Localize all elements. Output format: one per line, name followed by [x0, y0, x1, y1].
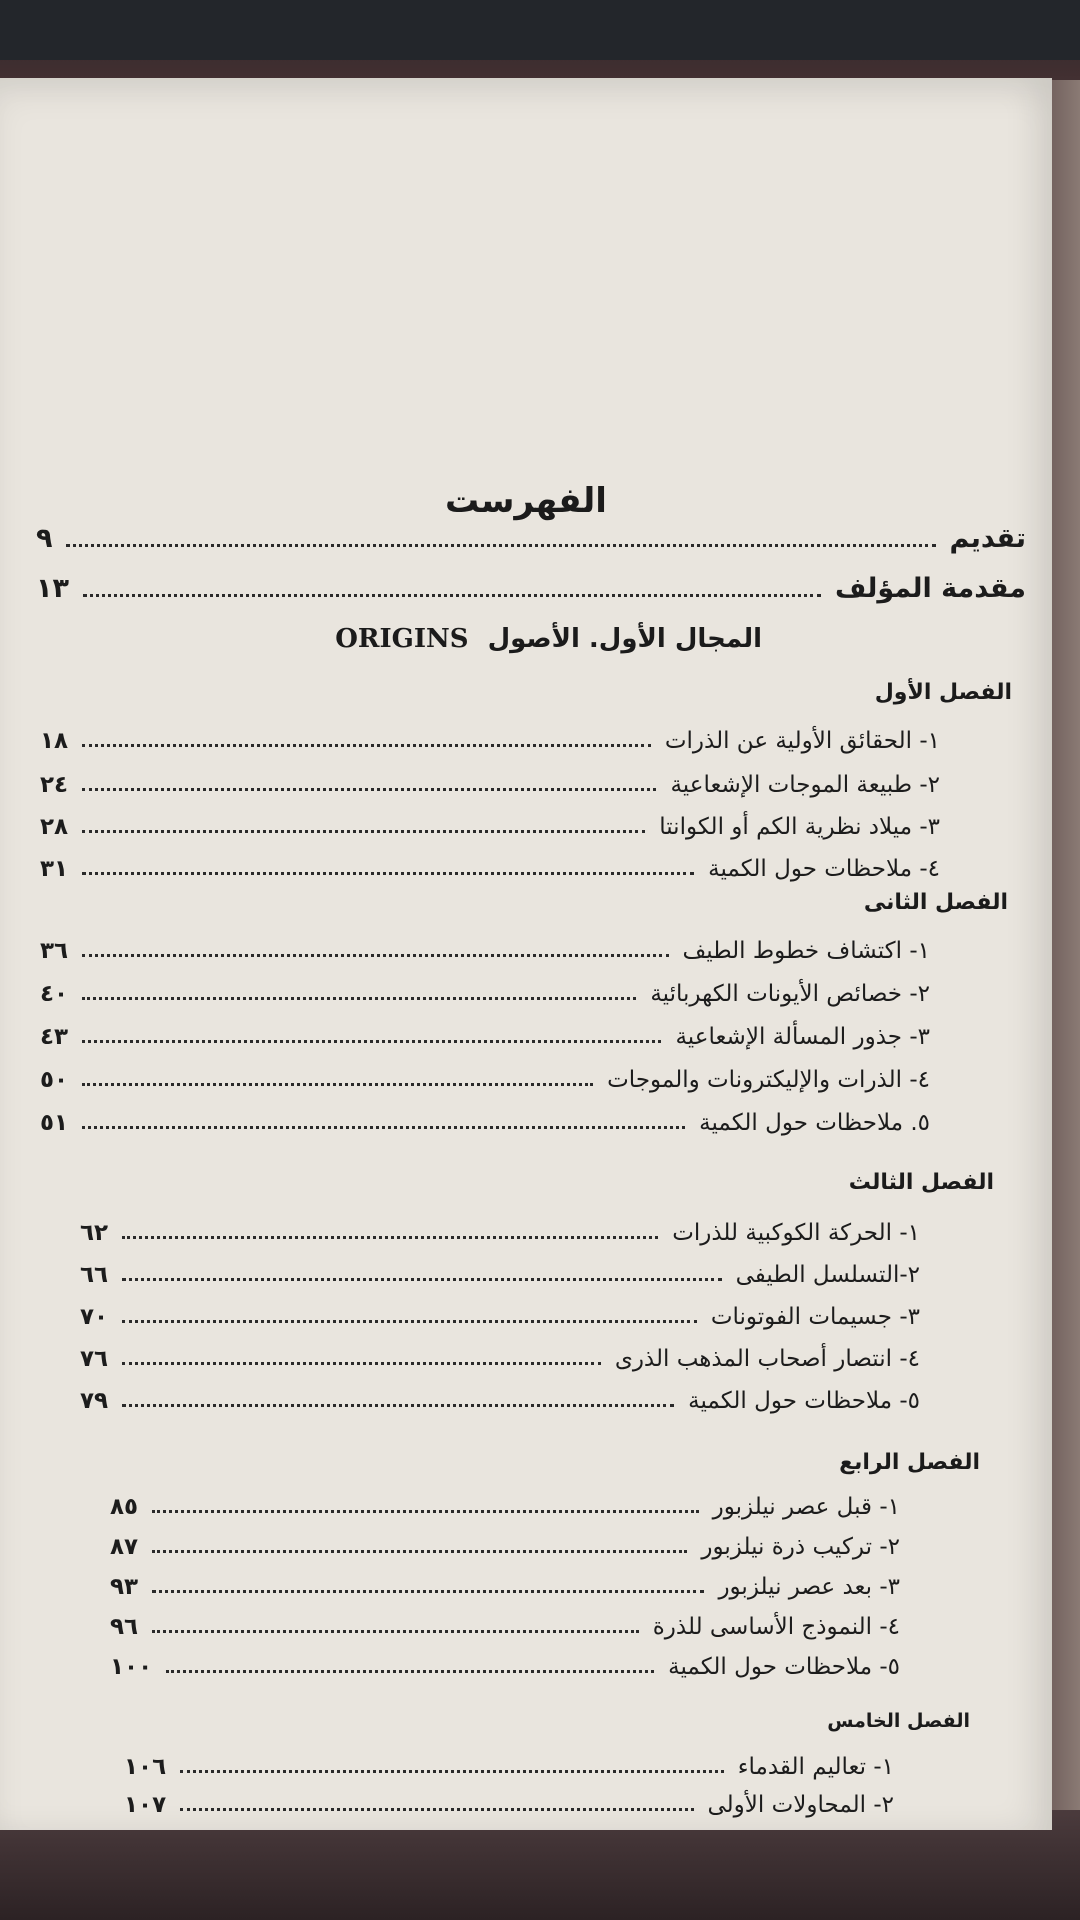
- leader-dots: [152, 1629, 639, 1633]
- toc-entry-page: ١٠٧: [124, 1792, 167, 1818]
- toc-row: [80, 1212, 920, 1246]
- page-title: الفهرست: [445, 481, 607, 521]
- leader-dots: [82, 953, 668, 957]
- toc-entry-label: ٥- ملاحظات حول الكمية: [688, 1388, 920, 1414]
- toc-row: [124, 1788, 894, 1818]
- section-heading-latin: ORIGINS: [335, 624, 469, 654]
- leader-dots: [122, 1235, 658, 1239]
- leader-dots: [152, 1509, 699, 1513]
- toc-entry-label: ١- اكتشاف خطوط الطيف: [682, 938, 930, 964]
- toc-entry-page: ١٨: [40, 728, 69, 754]
- toc-entry-page: ٥٠: [40, 1067, 69, 1093]
- toc-entry-page: ٩٣: [110, 1574, 139, 1600]
- toc-row-intro: [36, 514, 1026, 554]
- toc-entry-label: ١- الحقائق الأولية عن الذرات: [664, 728, 940, 754]
- leader-dots: [122, 1277, 722, 1281]
- toc-row: [40, 930, 930, 964]
- toc-row: [110, 1528, 900, 1560]
- toc-entry-page: ٣١: [40, 856, 69, 882]
- toc-entry-label: ٢- المحاولات الأولى: [707, 1792, 894, 1818]
- toc-row: [40, 720, 940, 754]
- toc-entry-page: ٥١: [40, 1110, 69, 1136]
- toc-entry-label: ١- تعاليم القدماء: [737, 1754, 894, 1780]
- toc-entry-label: ٣- جسيمات الفوتونات: [710, 1304, 920, 1330]
- toc-entry-label: ٣- ميلاد نظرية الكم أو الكوانتا: [659, 814, 940, 840]
- toc-entry-label: ٢- طبيعة الموجات الإشعاعية: [670, 772, 940, 798]
- leader-dots: [82, 996, 636, 1000]
- toc-entry-page: ٨٧: [110, 1534, 139, 1560]
- toc-entry-page: ١٣: [36, 573, 69, 604]
- toc-row: [40, 848, 940, 882]
- toc-entry-label: ٤- الذرات والإليكترونات والموجات: [607, 1067, 930, 1093]
- toc-entry-page: ٦٢: [80, 1220, 109, 1246]
- toc-entry-page: ١٠٠: [110, 1654, 153, 1680]
- leader-dots: [122, 1403, 674, 1407]
- toc-entry-page: ٩٦: [110, 1614, 139, 1640]
- chapter-heading: الفصل الثالث: [848, 1170, 994, 1195]
- toc-row-author-preface: [36, 564, 1026, 604]
- toc-entry-page: ٢٤: [40, 772, 69, 798]
- toc-row: [40, 806, 940, 840]
- toc-entry-label: ٢-التسلسل الطيفى: [735, 1262, 920, 1288]
- leader-dots: [82, 787, 656, 791]
- toc-entry-label: مقدمة المؤلف: [835, 573, 1026, 604]
- toc-entry-label: ٤- النموذج الأساسى للذرة: [652, 1614, 900, 1640]
- leader-dots: [180, 1807, 693, 1811]
- chapter-heading: الفصل الرابع: [839, 1450, 980, 1475]
- leader-dots: [152, 1589, 704, 1593]
- leader-dots: [82, 1082, 593, 1086]
- toc-entry-page: ٧٠: [80, 1304, 109, 1330]
- toc-row: [40, 1016, 930, 1050]
- toc-entry-label: ٣- جذور المسألة الإشعاعية: [675, 1024, 930, 1050]
- section-heading-arabic: المجال الأول. الأصول: [487, 624, 762, 654]
- leader-dots: [82, 871, 694, 875]
- toc-entry-page: ٤٣: [40, 1024, 69, 1050]
- toc-entry-label: تقديم: [949, 523, 1026, 554]
- toc-row: [110, 1568, 900, 1600]
- leader-dots: [166, 1669, 654, 1673]
- leader-dots: [82, 1039, 661, 1043]
- toc-entry-page: ٧٦: [80, 1346, 109, 1372]
- toc-entry-page: ٣٦: [40, 938, 69, 964]
- leader-dots: [82, 1125, 685, 1129]
- toc-row: [40, 1059, 930, 1093]
- toc-entry-label: ٢- خصائص الأيونات الكهربائية: [650, 981, 930, 1007]
- toc-entry-label: ٥- ملاحظات حول الكمية: [668, 1654, 900, 1680]
- section-heading: [335, 624, 762, 654]
- leader-dots: [180, 1769, 724, 1773]
- toc-row: [40, 973, 930, 1007]
- toc-entry-label: ١- قبل عصر نيلزبور: [712, 1494, 900, 1520]
- toc-entry-page: ٤٠: [40, 981, 69, 1007]
- toc-row: [80, 1338, 920, 1372]
- leader-dots: [82, 743, 651, 747]
- toc-row: [110, 1648, 900, 1680]
- book-page: [0, 78, 1052, 1830]
- leader-dots: [152, 1549, 687, 1553]
- leader-dots: [83, 593, 821, 597]
- leader-dots: [122, 1319, 697, 1323]
- toc-entry-page: ٢٨: [40, 814, 69, 840]
- toc-entry-label: ٤- ملاحظات حول الكمية: [708, 856, 940, 882]
- chapter-heading: الفصل الخامس: [827, 1710, 970, 1732]
- toc-row: [80, 1254, 920, 1288]
- toc-entry-page: ١٠٦: [124, 1754, 167, 1780]
- toc-entry-label: ٥. ملاحظات حول الكمية: [699, 1110, 930, 1136]
- toc-entry-label: ٤- انتصار أصحاب المذهب الذرى: [614, 1346, 920, 1372]
- toc-row: [80, 1380, 920, 1414]
- toc-entry-label: ٢- تركيب ذرة نيلزبور: [701, 1534, 900, 1560]
- toc-entry-page: ٩: [36, 523, 53, 554]
- toc-entry-page: ٦٦: [80, 1262, 109, 1288]
- toc-entry-label: ٣- بعد عصر نيلزبور: [718, 1574, 900, 1600]
- toc-entry-page: ٧٩: [80, 1388, 109, 1414]
- toc-row: [40, 1102, 930, 1136]
- toc-row: [110, 1608, 900, 1640]
- leader-dots: [66, 543, 935, 547]
- toc-row: [124, 1750, 894, 1780]
- toc-row: [110, 1488, 900, 1520]
- toc-entry-label: ١- الحركة الكوكبية للذرات: [672, 1220, 920, 1246]
- toc-row: [80, 1296, 920, 1330]
- toc-entry-page: ٨٥: [110, 1494, 139, 1520]
- toc-row: [40, 764, 940, 798]
- chapter-heading: الفصل الأول: [874, 680, 1012, 705]
- leader-dots: [122, 1361, 601, 1365]
- leader-dots: [82, 829, 645, 833]
- background-book-cover: [0, 0, 1080, 60]
- chapter-heading: الفصل الثانى: [863, 890, 1008, 915]
